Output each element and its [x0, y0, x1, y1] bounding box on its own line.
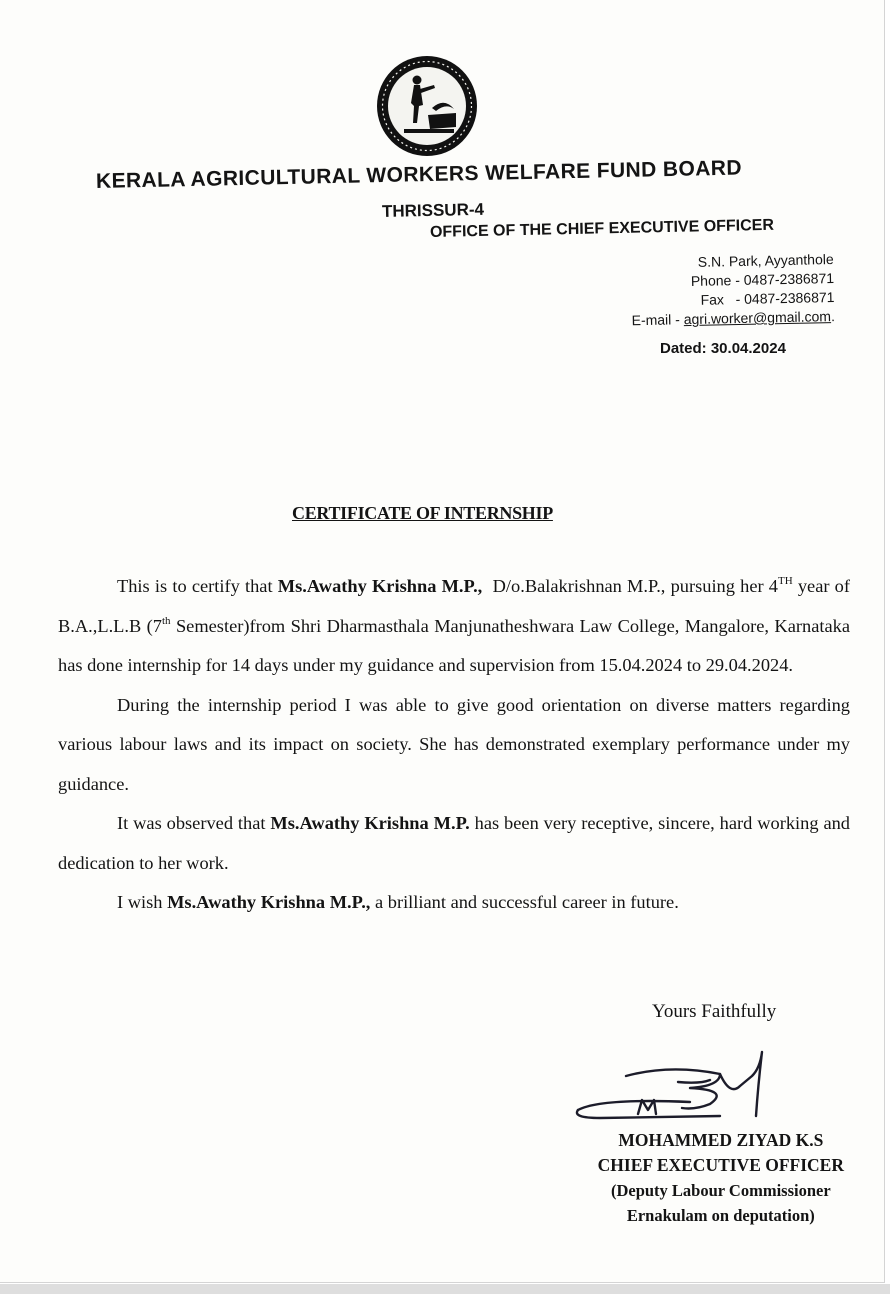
organization-name: KERALA AGRICULTURAL WORKERS WELFARE FUND BOARD	[95, 156, 743, 193]
text-run: D/o.Balakrishnan M.P., pursuing her 4	[482, 576, 778, 596]
handwritten-signature	[570, 1046, 770, 1126]
text-run: a brilliant and successful career in future.	[370, 892, 679, 912]
intern-name: Ms.Awathy Krishna M.P.,	[167, 892, 371, 912]
contact-block	[630, 250, 835, 330]
text-run: It was observed that	[117, 813, 271, 833]
text-run: I wish	[117, 892, 168, 912]
text-run: year of B.A.,L.L.B (7	[58, 576, 851, 636]
email-line	[631, 307, 835, 330]
intern-name: Ms.Awathy Krishna M.P.	[270, 813, 470, 833]
email-link[interactable]: agri.worker@gmail.com	[683, 308, 831, 328]
closing-salutation: Yours Faithfully	[652, 1001, 777, 1022]
text-run: This is to certify that	[117, 576, 278, 596]
signatory-deputation-line2: Ernakulam on deputation)	[626, 1206, 815, 1225]
signatory-designation: CHIEF EXECUTIVE OFFICER	[597, 1155, 844, 1175]
certificate-body	[58, 567, 850, 923]
office-title: OFFICE OF THE CHIEF EXECUTIVE OFFICER	[429, 216, 775, 241]
signatory-name: MOHAMMED ZIYAD K.S	[618, 1130, 824, 1150]
organization-city: THRISSUR-4	[381, 199, 485, 221]
certificate-title: CERTIFICATE OF INTERNSHIP	[292, 503, 553, 523]
phone-line: Phone - 0487-2386871	[690, 270, 834, 290]
paragraph-certification	[58, 567, 850, 686]
address-line: S.N. Park, Ayyanthole	[697, 251, 834, 270]
paragraph-observation	[58, 804, 850, 883]
email-label: E-mail -	[631, 311, 684, 329]
email-suffix: .	[830, 307, 835, 325]
signatory-block	[598, 1128, 844, 1228]
superscript: TH	[778, 575, 793, 587]
signatory-deputation-line1: (Deputy Labour Commissioner	[610, 1181, 831, 1200]
paragraph-orientation: During the internship period I was able to give good orientation on diverse matters regarding various labour laws and its impact on society. She has demonstrated exemplary performance under my guidance.	[58, 694, 850, 794]
text-run: has been very receptive, sincere, hard working and dedication to her work.	[58, 813, 850, 873]
intern-name: Ms.Awathy Krishna M.P.,	[277, 576, 483, 596]
letter-date: Dated: 30.04.2024	[660, 340, 786, 357]
fax-line: Fax - 0487-2386871	[700, 288, 835, 308]
superscript: th	[161, 614, 171, 627]
paragraph-wishes	[58, 883, 850, 923]
board-emblem-logo	[374, 53, 480, 159]
text-run: Semester)from Shri Dharmasthala Manjunatheshwara Law College, Mangalore, Karnataka has done internship for 14 days under my guidance and supervision from 15.04.2024 to 29.04.2024.	[58, 615, 850, 675]
bottom-edge-strip	[0, 1284, 890, 1294]
